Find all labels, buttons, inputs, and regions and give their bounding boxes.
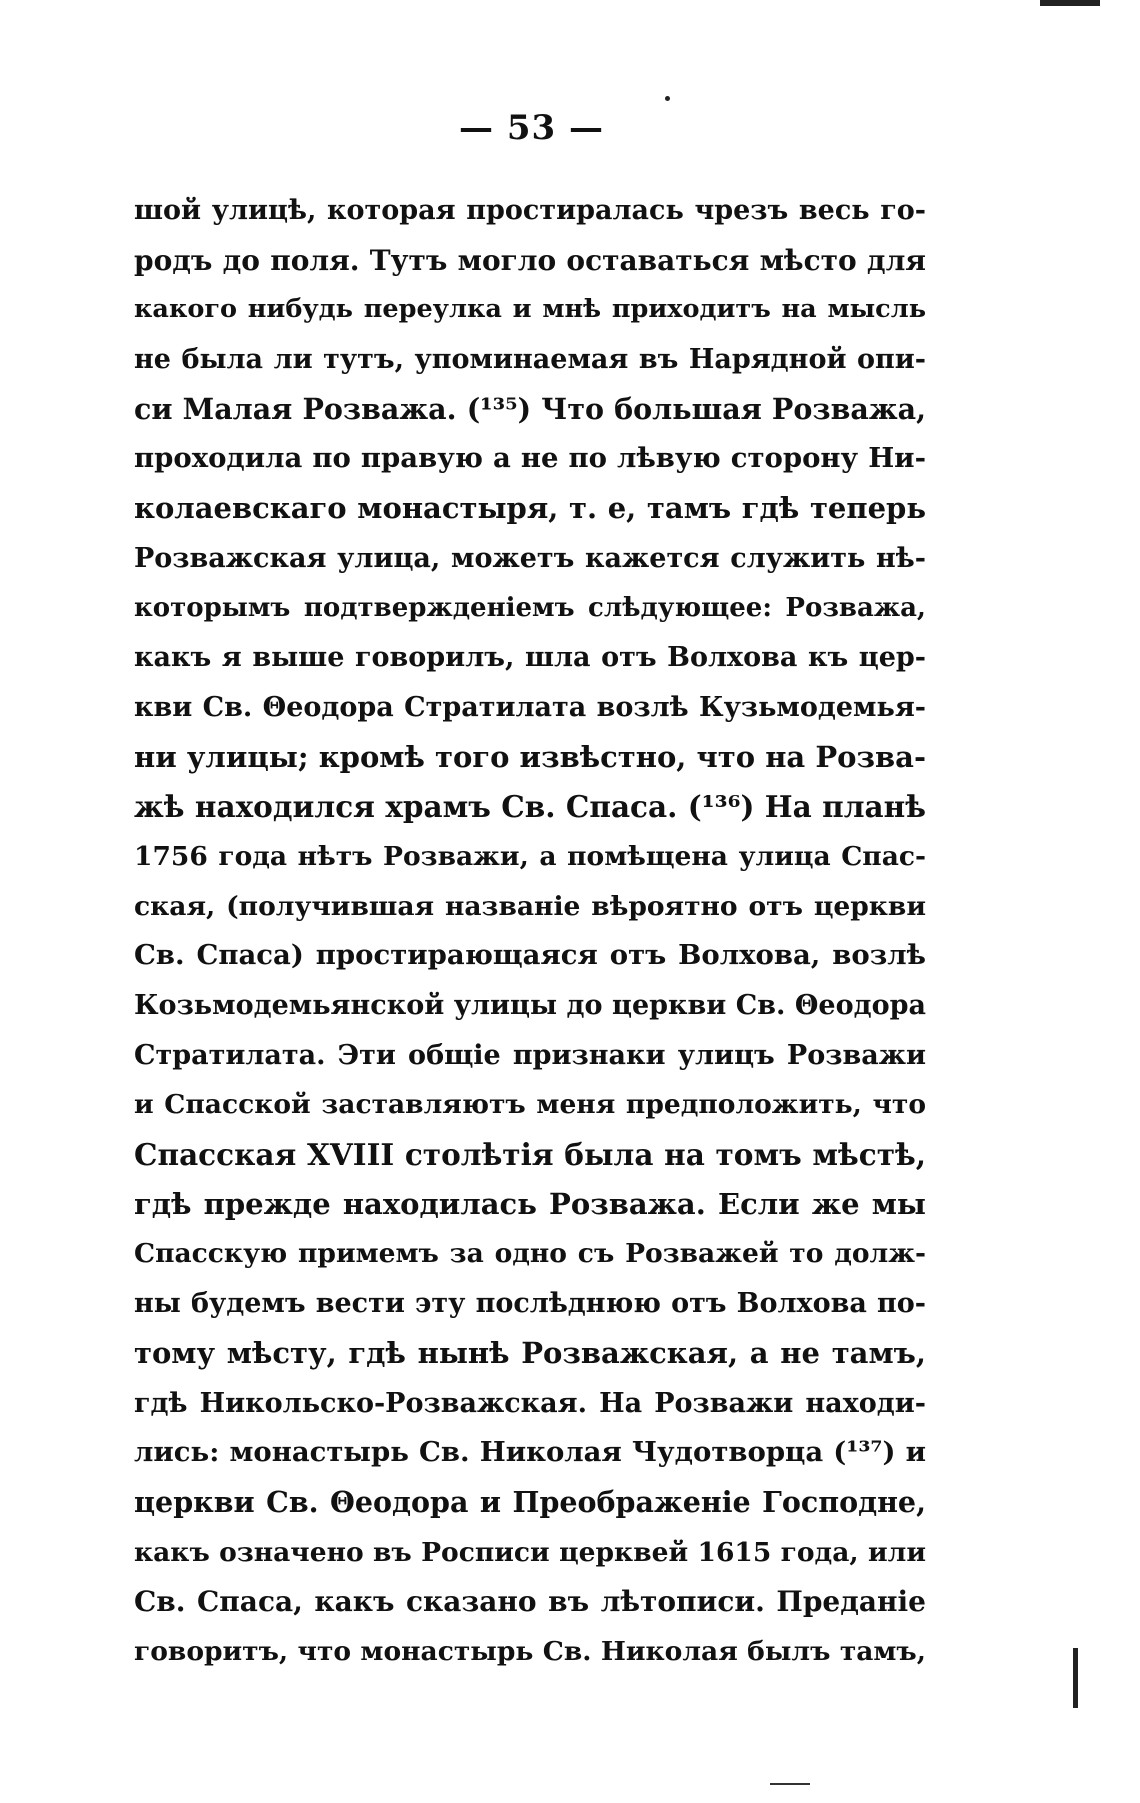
text-line: 1756 года нѣтъ Розважи, а помѣщена улица Спас- xyxy=(134,840,926,872)
text-line: Розважская улица, можетъ кажется служить нѣ- xyxy=(134,542,926,574)
text-line: какого нибудь переулка и мнѣ приходитъ на мысль xyxy=(134,294,926,325)
text-line: говоритъ, что монастырь Св. Николая былъ тамъ, xyxy=(134,1635,926,1667)
text-line: кви Св. Θеодора Стратилата возлѣ Кузьмодемья- xyxy=(134,691,926,723)
text-line: лись: монастырь Св. Николая Чудотворца (¹³⁷) и xyxy=(134,1436,926,1469)
text-line: которымъ подтвержденіемъ слѣдующее: Розважа, xyxy=(134,592,926,623)
text-line: жѣ находился храмъ Св. Спаса. (¹³⁶) На планѣ xyxy=(134,789,926,825)
text-line: Козьмодемьянской улицы до церкви Св. Θеодора xyxy=(134,990,926,1021)
text-line: Св. Спаса, какъ сказано въ лѣтописи. Преданіе xyxy=(134,1585,926,1619)
text-line: Св. Спаса) простирающаяся отъ Волхова, возлѣ xyxy=(134,939,926,972)
text-line: колаевскаго монастыря, т. е, тамъ гдѣ теперь xyxy=(134,491,926,526)
text-line: си Малая Розважа. (¹³⁵) Что большая Розважа, xyxy=(134,391,926,426)
text-line: ни улицы; кромѣ того извѣстно, что на Розва- xyxy=(134,739,926,774)
text-line: церкви Св. Θеодора и Преображеніе Господне, xyxy=(134,1484,926,1519)
scan-edge-mark-bottom xyxy=(770,1783,810,1785)
text-line: проходила по правую а не по лѣвую сторону Ни- xyxy=(134,442,926,475)
text-line: гдѣ прежде находилась Розважа. Если же мы xyxy=(134,1186,926,1221)
text-line: тому мѣсту, гдѣ нынѣ Розважская, а не тамъ, xyxy=(134,1335,926,1370)
text-line: шой улицѣ, которая простиралась чрезъ весь го- xyxy=(134,195,926,226)
text-line: ская, (получившая названіе вѣроятно отъ церкви xyxy=(134,890,926,922)
text-line: какъ я выше говорилъ, шла отъ Волхова къ цер- xyxy=(134,642,926,674)
text-line: гдѣ Никольско-Розважская. На Розважи находи- xyxy=(134,1387,926,1419)
text-line: Стратилата. Эти общіе признаки улицъ Розважи xyxy=(134,1039,926,1071)
body-text xyxy=(134,186,926,1677)
ink-speck xyxy=(665,96,670,101)
text-line: Спасская XVIII столѣтія была на томъ мѣстѣ, xyxy=(134,1137,926,1173)
text-line: Спасскую примемъ за одно съ Розважей то долж- xyxy=(134,1238,926,1270)
text-line: какъ означено въ Росписи церквей 1615 года, или xyxy=(134,1536,926,1568)
scan-edge-mark-right xyxy=(1073,1648,1078,1708)
scan-edge-mark xyxy=(1040,0,1100,6)
text-line: родъ до поля. Тутъ могло оставаться мѣсто для xyxy=(134,243,926,277)
text-line: не была ли тутъ, упоминаемая въ Нарядной опи- xyxy=(134,344,926,376)
page-number: — 53 — xyxy=(459,108,604,148)
text-line: ны будемъ вести эту послѣднюю отъ Волхова по- xyxy=(134,1288,926,1320)
text-line: и Спасской заставляютъ меня предположить, что xyxy=(134,1089,926,1121)
